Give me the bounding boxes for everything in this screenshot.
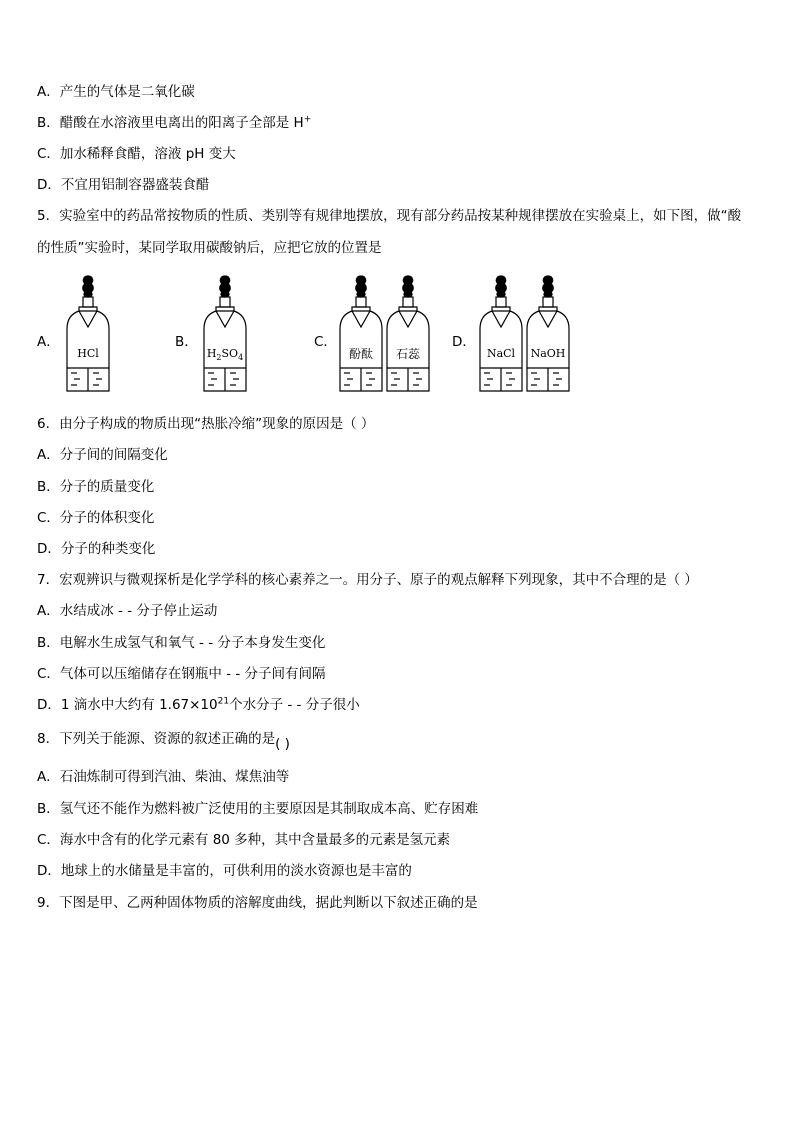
q7-option-c: C．气体可以压缩储存在钢瓶中 - - 分子间有间隔 xyxy=(37,666,326,682)
dropper-bottle-icon xyxy=(201,272,249,394)
dropper-bottle-naoh xyxy=(524,272,572,394)
q6-option-c: C．分子的体积变化 xyxy=(37,510,155,526)
bottle-label-naoh: NaOH xyxy=(528,346,568,362)
bottle-label-hcl: HCl xyxy=(68,346,108,362)
q8-answer-paren: ( ) xyxy=(275,736,290,752)
dropper-bottle-icon xyxy=(477,272,525,394)
q5-option-a-label: A． xyxy=(37,334,60,350)
q5-stem-line1: 5．实验室中的药品常按物质的性质、类别等有规律地摆放，现有部分药品按某种规律摆放在实验桌上，如下图，做“酸 xyxy=(37,208,742,224)
bottle-label-nacl: NaCl xyxy=(481,346,521,362)
formula-subscript: 4 xyxy=(238,353,244,363)
q7-option-d xyxy=(37,696,360,714)
formula-subscript: 2 xyxy=(216,353,222,363)
q5-option-c-label: C． xyxy=(314,334,337,350)
dropper-bottle-hcl xyxy=(64,272,112,394)
q8-option-a: A．石油炼制可得到汽油、柴油、煤焦油等 xyxy=(37,769,290,785)
q4-option-b-superscript: + xyxy=(303,114,312,125)
q6-option-d: D．分子的种类变化 xyxy=(37,541,156,557)
q4-option-a: A．产生的气体是二氧化碳 xyxy=(37,84,195,100)
dropper-bottle-icon xyxy=(524,272,572,394)
formula-part: H xyxy=(206,347,217,360)
q4-option-b-text: B．醋酸在水溶液里电离出的阳离子全部是 H xyxy=(37,115,304,131)
q4-option-d: D．不宜用铝制容器盛装食醋 xyxy=(37,177,210,193)
q5-option-b-label: B． xyxy=(175,334,198,350)
dropper-bottle-h2so4 xyxy=(201,272,249,394)
q5-stem-line2: 的性质”实验时，某同学取用碳酸钠后，应把它放的位置是 xyxy=(37,240,382,256)
q9-stem: 9．下图是甲、乙两种固体物质的溶解度曲线，据此判断以下叙述正确的是 xyxy=(37,895,478,911)
q8-option-d: D．地球上的水储量是丰富的，可供利用的淡水资源也是丰富的 xyxy=(37,863,412,879)
q6-option-b: B．分子的质量变化 xyxy=(37,479,155,495)
q7-option-d-post: 个水分子 - - 分子很小 xyxy=(229,697,360,713)
bottle-label-litmus: 石蕊 xyxy=(388,346,428,362)
q8-option-b: B．氢气还不能作为燃料被广泛使用的主要原因是其制取成本高、贮存困难 xyxy=(37,801,479,817)
q8-option-c: C．海水中含有的化学元素有 80 多种，其中含量最多的元素是氢元素 xyxy=(37,832,451,848)
q7-stem: 7．宏观辨识与微观探析是化学学科的核心素养之一。用分子、原子的观点解释下列现象，其中不合理的是（ ） xyxy=(37,572,698,588)
q8-stem-text: 8．下列关于能源、资源的叙述正确的是 xyxy=(37,731,276,747)
formula-part: SO xyxy=(221,347,239,360)
bottle-label-phenolphthalein: 酚酞 xyxy=(341,346,381,362)
q6-option-a: A．分子间的间隔变化 xyxy=(37,447,168,463)
q4-option-b xyxy=(37,114,311,132)
dropper-bottle-phenolphthalein xyxy=(337,272,385,394)
q7-option-b: B．电解水生成氢气和氧气 - - 分子本身发生变化 xyxy=(37,635,326,651)
q7-option-d-pre: D．1 滴水中大约有 1.67×10 xyxy=(37,697,218,713)
dropper-bottle-icon xyxy=(384,272,432,394)
q5-option-d-label: D． xyxy=(452,334,476,350)
q7-option-d-exponent: 21 xyxy=(217,696,230,707)
dropper-bottle-nacl xyxy=(477,272,525,394)
q5-bottle-figure xyxy=(37,272,597,398)
dropper-bottle-icon xyxy=(337,272,385,394)
q8-stem xyxy=(37,730,290,752)
q7-option-a: A．水结成冰 - - 分子停止运动 xyxy=(37,603,218,619)
bottle-label-h2so4 xyxy=(205,346,245,362)
dropper-bottle-litmus xyxy=(384,272,432,394)
dropper-bottle-icon xyxy=(64,272,112,394)
q4-option-c: C．加水稀释食醋，溶液 pH 变大 xyxy=(37,146,236,162)
q6-stem: 6．由分子构成的物质出现“热胀冷缩”现象的原因是（ ） xyxy=(37,416,375,432)
